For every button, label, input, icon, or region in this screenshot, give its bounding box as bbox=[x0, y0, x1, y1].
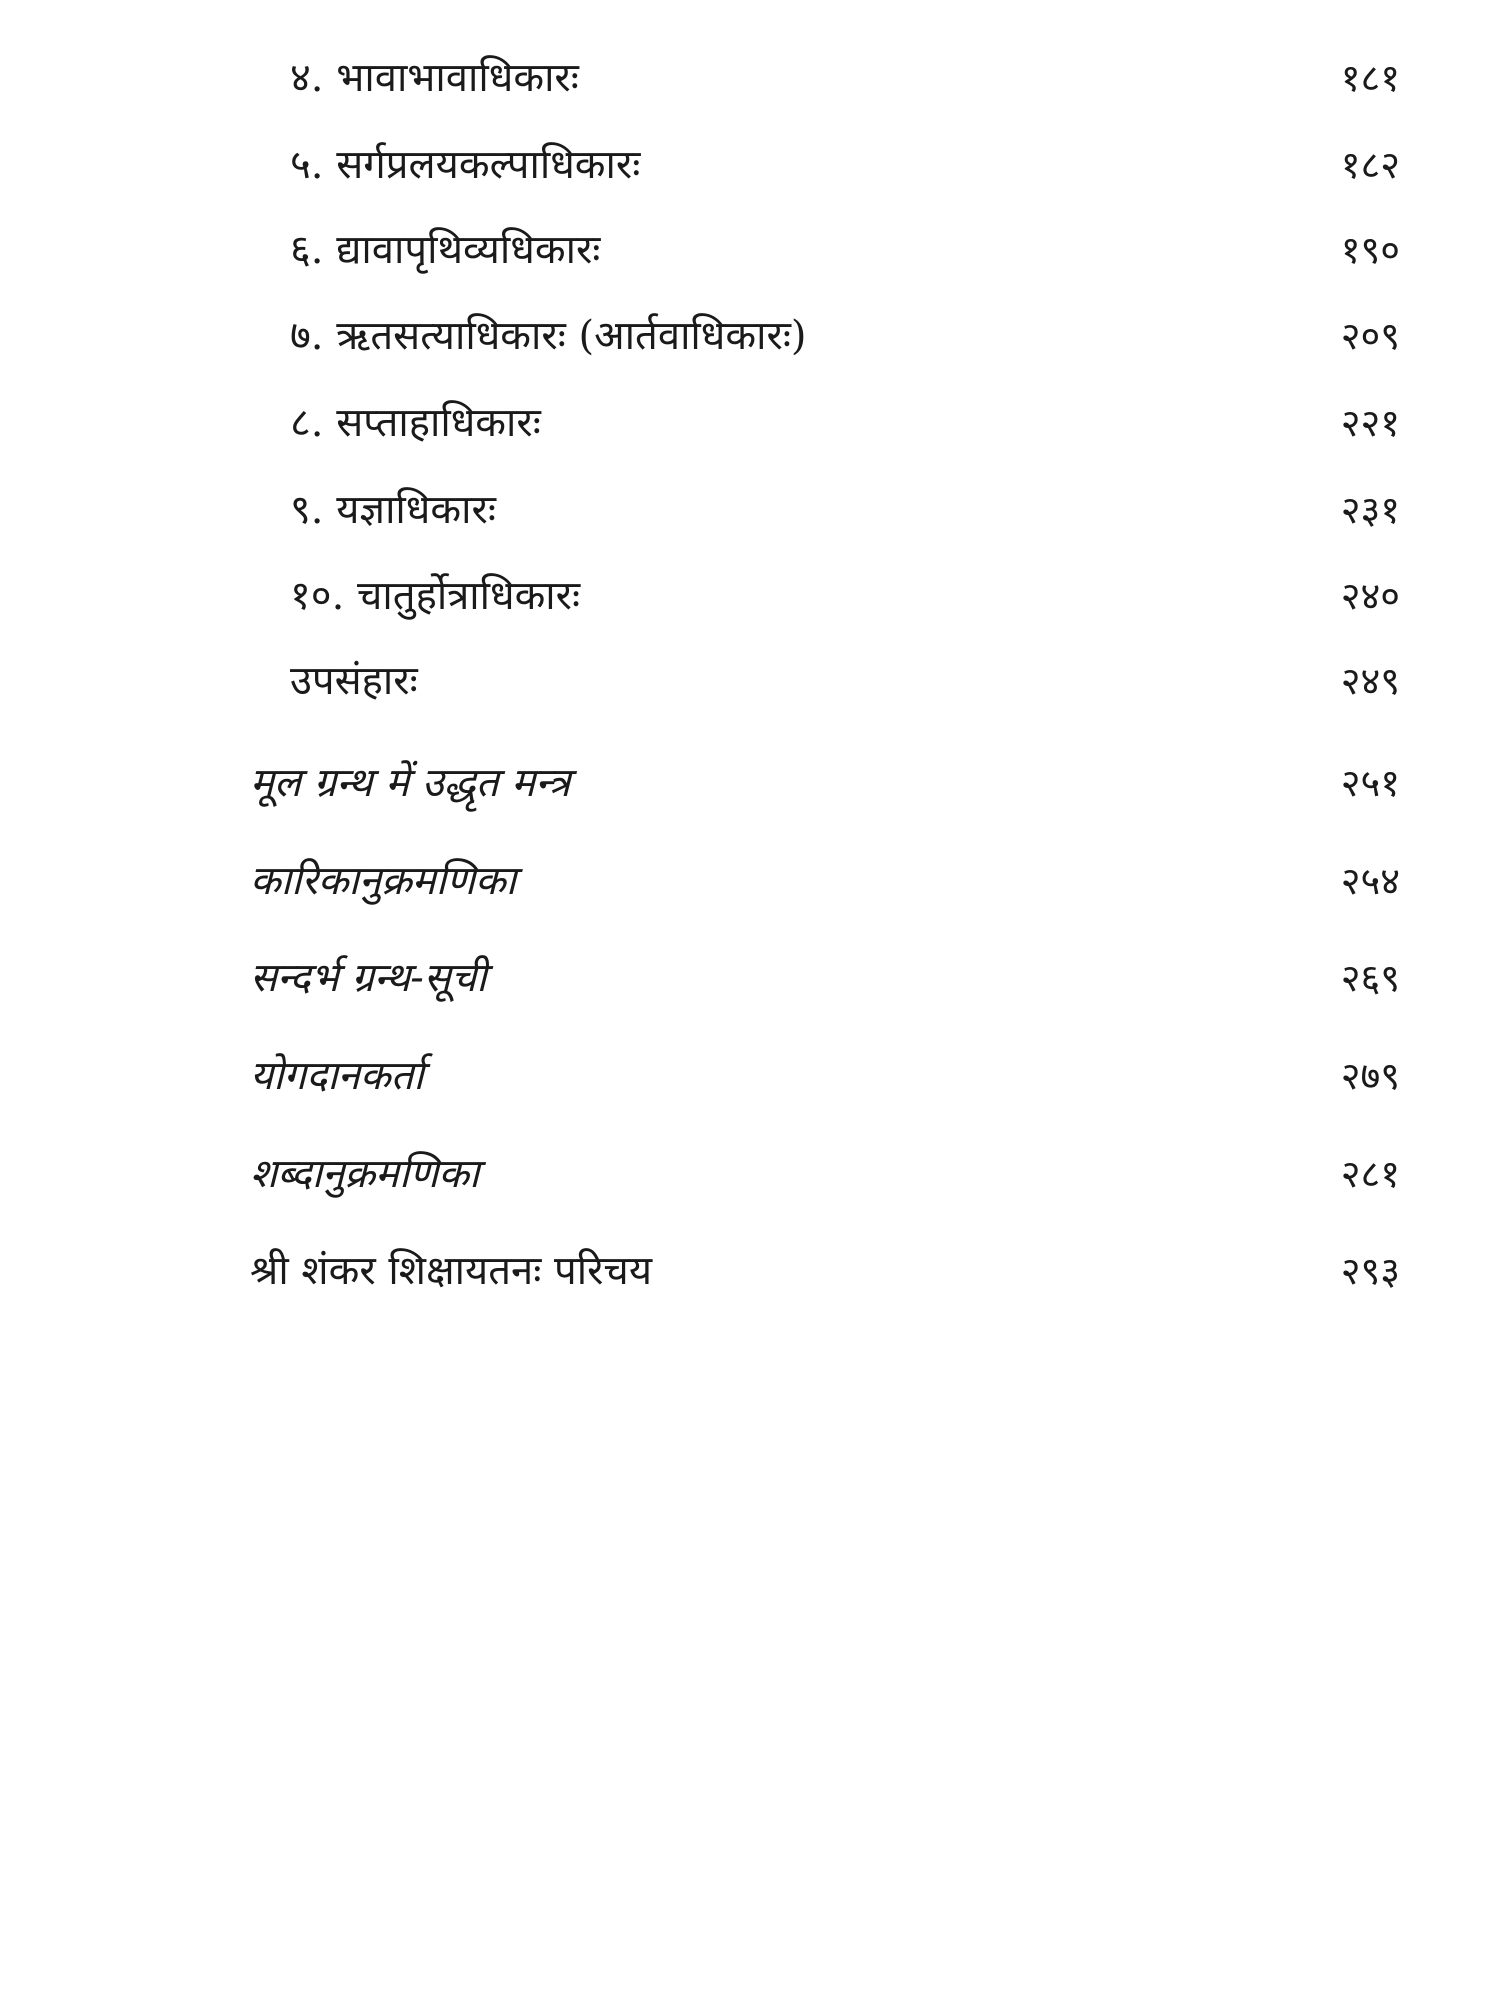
toc-entry-title: मूल ग्रन्थ में उद्धृत मन्त्र bbox=[250, 760, 571, 806]
toc-entry-page: १९० bbox=[1340, 228, 1400, 272]
toc-entry-title: ६. द्यावापृथिव्यधिकारः bbox=[290, 227, 601, 273]
toc-entry bbox=[0, 38, 1500, 118]
toc-entry bbox=[0, 296, 1500, 376]
toc-entry-page: २६९ bbox=[1340, 956, 1400, 1000]
toc-entry-title: शब्दानुक्रमणिका bbox=[250, 1151, 480, 1197]
toc-entry bbox=[0, 125, 1500, 205]
toc-entry-page: २७९ bbox=[1340, 1054, 1400, 1098]
toc-entry-page: २०९ bbox=[1340, 314, 1400, 358]
toc-entry-title: ८. सप्ताहाधिकारः bbox=[290, 400, 541, 446]
toc-entry-title: योगदानकर्ता bbox=[250, 1053, 424, 1099]
toc-entry bbox=[0, 470, 1500, 550]
toc-entry bbox=[0, 1231, 1500, 1311]
toc-entry bbox=[0, 743, 1500, 823]
toc-entry-title: ९. यज्ञाधिकारः bbox=[290, 487, 496, 533]
toc-entry-page: २५४ bbox=[1340, 859, 1400, 903]
toc-entry-title: ४. भावाभावाधिकारः bbox=[290, 55, 579, 101]
toc-entry-page: २५१ bbox=[1340, 761, 1400, 805]
toc-entry-title: १०. चातुर्होत्राधिकारः bbox=[290, 573, 581, 619]
toc-entry-page: २२१ bbox=[1340, 401, 1400, 445]
toc-entry bbox=[0, 383, 1500, 463]
toc-entry bbox=[0, 641, 1500, 721]
toc-entry bbox=[0, 938, 1500, 1018]
toc-entry-page: २४९ bbox=[1340, 659, 1400, 703]
toc-entry bbox=[0, 1134, 1500, 1214]
toc-entry-title: ७. ऋतसत्याधिकारः (आर्तवाधिकारः) bbox=[290, 313, 807, 359]
toc-entry bbox=[0, 556, 1500, 636]
toc-entry-page: १८१ bbox=[1340, 56, 1400, 100]
toc-entry-title: कारिकानुक्रमणिका bbox=[250, 858, 517, 904]
toc-entry-title: ५. सर्गप्रलयकल्पाधिकारः bbox=[290, 142, 641, 188]
toc-entry-title: श्री शंकर शिक्षायतनः परिचय bbox=[250, 1248, 653, 1294]
toc-entry bbox=[0, 210, 1500, 290]
toc-entry-page: २४० bbox=[1340, 574, 1400, 618]
toc-entry bbox=[0, 841, 1500, 921]
toc-entry-page: २८१ bbox=[1340, 1152, 1400, 1196]
toc-entry-page: २३१ bbox=[1340, 488, 1400, 532]
toc-entry-title: उपसंहारः bbox=[290, 658, 418, 704]
toc-entry-title: सन्दर्भ ग्रन्थ-सूची bbox=[250, 955, 487, 1001]
toc-entry bbox=[0, 1036, 1500, 1116]
toc-entry-page: २९३ bbox=[1340, 1249, 1400, 1293]
toc-entry-page: १८२ bbox=[1340, 143, 1400, 187]
